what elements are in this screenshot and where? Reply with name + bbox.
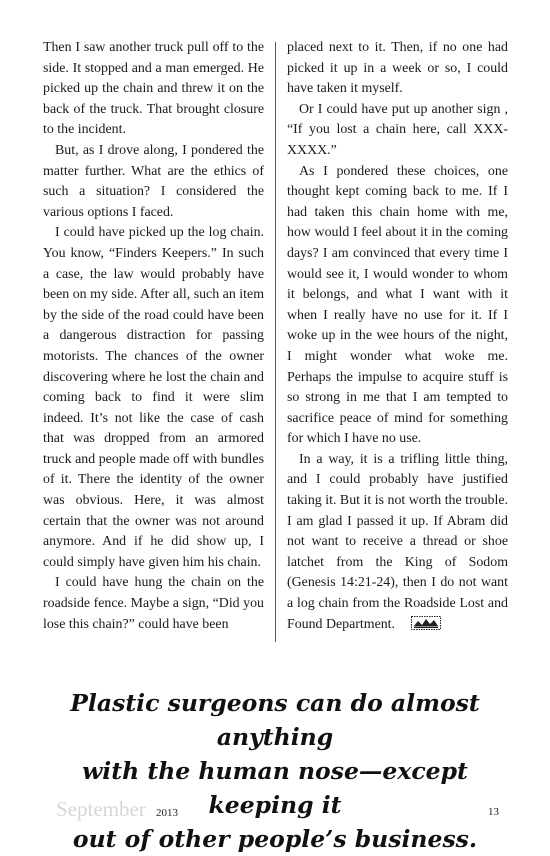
- paragraph-text: In a way, it is a trifling little thing, and I could probably have justified taking it. But it is not worth the trouble. I am glad I passed it up. If Abram did not want to receive a thread or shoe latchet from the King of Sodom (Genesis 14:21-24), then I do not want a log chain from the Roadside Lost and Found Department.: [287, 451, 508, 632]
- footer-month: September: [56, 797, 146, 821]
- paragraph: Or I could have put up another sign , “If you lost a chain here, call XXX-XXXX.”: [287, 101, 508, 158]
- pull-quote-line: Plastic surgeons can do almost anything: [70, 689, 480, 751]
- paragraph: But, as I drove along, I pondered the matter further. What are the ethics of such a situation? I considered the various options I faced.: [43, 142, 264, 220]
- column-divider: [275, 42, 276, 642]
- pull-quote-line: with the human nose—except keeping it: [82, 757, 468, 819]
- paragraph: I could have hung the chain on the roadside fence. Maybe a sign, “Did you lose this chain?” could have been: [43, 575, 264, 632]
- end-of-article-ornament-icon: [399, 616, 429, 630]
- pull-quote-line: out of other people’s business.: [72, 825, 478, 853]
- pull-quote: [30, 686, 520, 856]
- paragraph: I could have picked up the log chain. You know, “Finders Keepers.” In such a case, the law would probably have been on my side. After all, such an item by the side of the road could have been a dangerous distraction for passing motorists. The chances of the owner discovering where he lost the chain and coming back to find it were slim indeed. It’s not like the case of cash that was dropped from an armored truck and people made off with bundles of it. There the identity of the owner was obvious. Here, it was almost certain that the owner was not around anymore. And if he did show up, I could simply have given him his chain.: [43, 225, 264, 570]
- footer-year: 2013: [156, 807, 178, 819]
- last-paragraph: [287, 450, 508, 635]
- paragraph: As I pondered these choices, one thought kept coming back to me. If I had taken this chain home with me, how would I feel about it in the coming days? I am convinced that every time I would see it, I would wonder to whom it belongs, and what I want with it when I really have no use for it. If I woke up in the wee hours of the night, I might wonder what woke me. Perhaps the impulse to acquire stuff is so strong in me that I am tempted to sacrifice peace of mind for something for which I have no use.: [287, 163, 508, 447]
- page-number: 13: [488, 806, 499, 818]
- article-column-left: [43, 38, 264, 635]
- paragraph: placed next to it. Then, if no one had picked it up in a week or so, I could have taken it myself.: [287, 40, 508, 97]
- paragraph: Then I saw another truck pull off to the side. It stopped and a man emerged. He picked up the chain and threw it on the back of the truck. That brought closure to the incident.: [43, 40, 264, 138]
- article-column-right: [287, 38, 508, 635]
